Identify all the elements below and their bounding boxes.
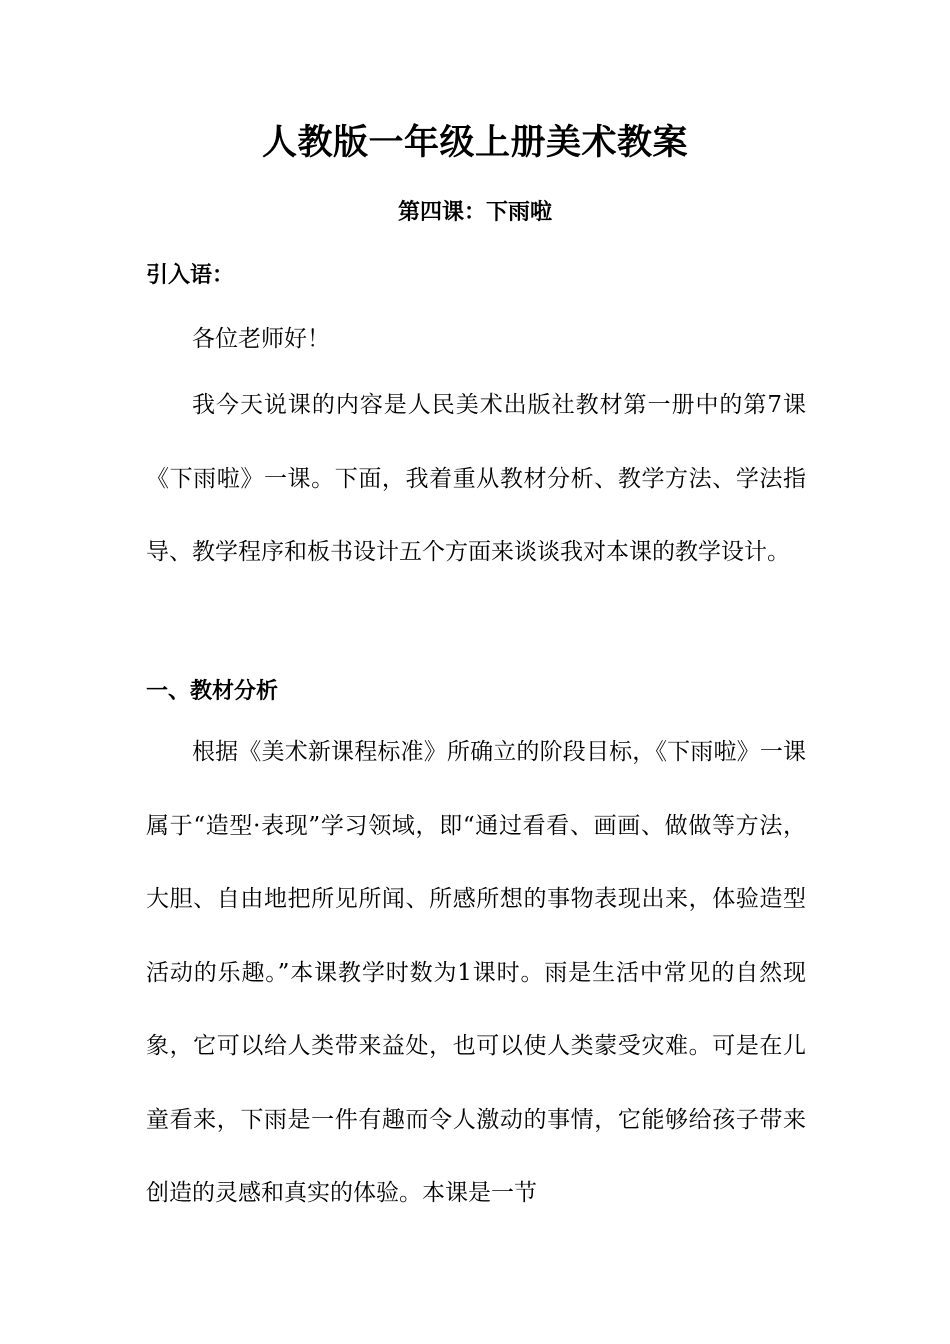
greeting-text: 各位老师好！ [192, 326, 330, 352]
section-heading-material-analysis: 一、教材分析 [146, 679, 279, 704]
lesson-subtitle: 第四课：下雨啦 [397, 200, 552, 225]
intro-paragraph: 我今天说课的内容是人民美术出版社教材第一册中的第7课《下雨啦》一课。下面，我着重从教材分析、教学方法、学法指导、教学程序和板书设计五个方面来谈谈我对本课的教学设计。 [146, 392, 806, 565]
page-title: 人教版一年级上册美术教案 [261, 123, 688, 163]
intro-heading: 引入语： [146, 263, 235, 288]
material-analysis-paragraph: 根据《美术新课程标准》所确立的阶段目标，《下雨啦》一课属于“造型·表现”学习领域，即“通过看看、画画、做做等方法，大胆、自由地把所见所闻、所感所想的事物表现出来，体验造型活动的乐趣。”本课教学时数为1课时。雨是生活中常见的自然现象，它可以给人类带来益处，也可以使人类蒙受灾难。可是在儿童看来，下雨是一件有趣而令人激动的事情，它能够给孩子带来创造的灵感和真实的体验。本课是一节 [146, 739, 806, 1206]
